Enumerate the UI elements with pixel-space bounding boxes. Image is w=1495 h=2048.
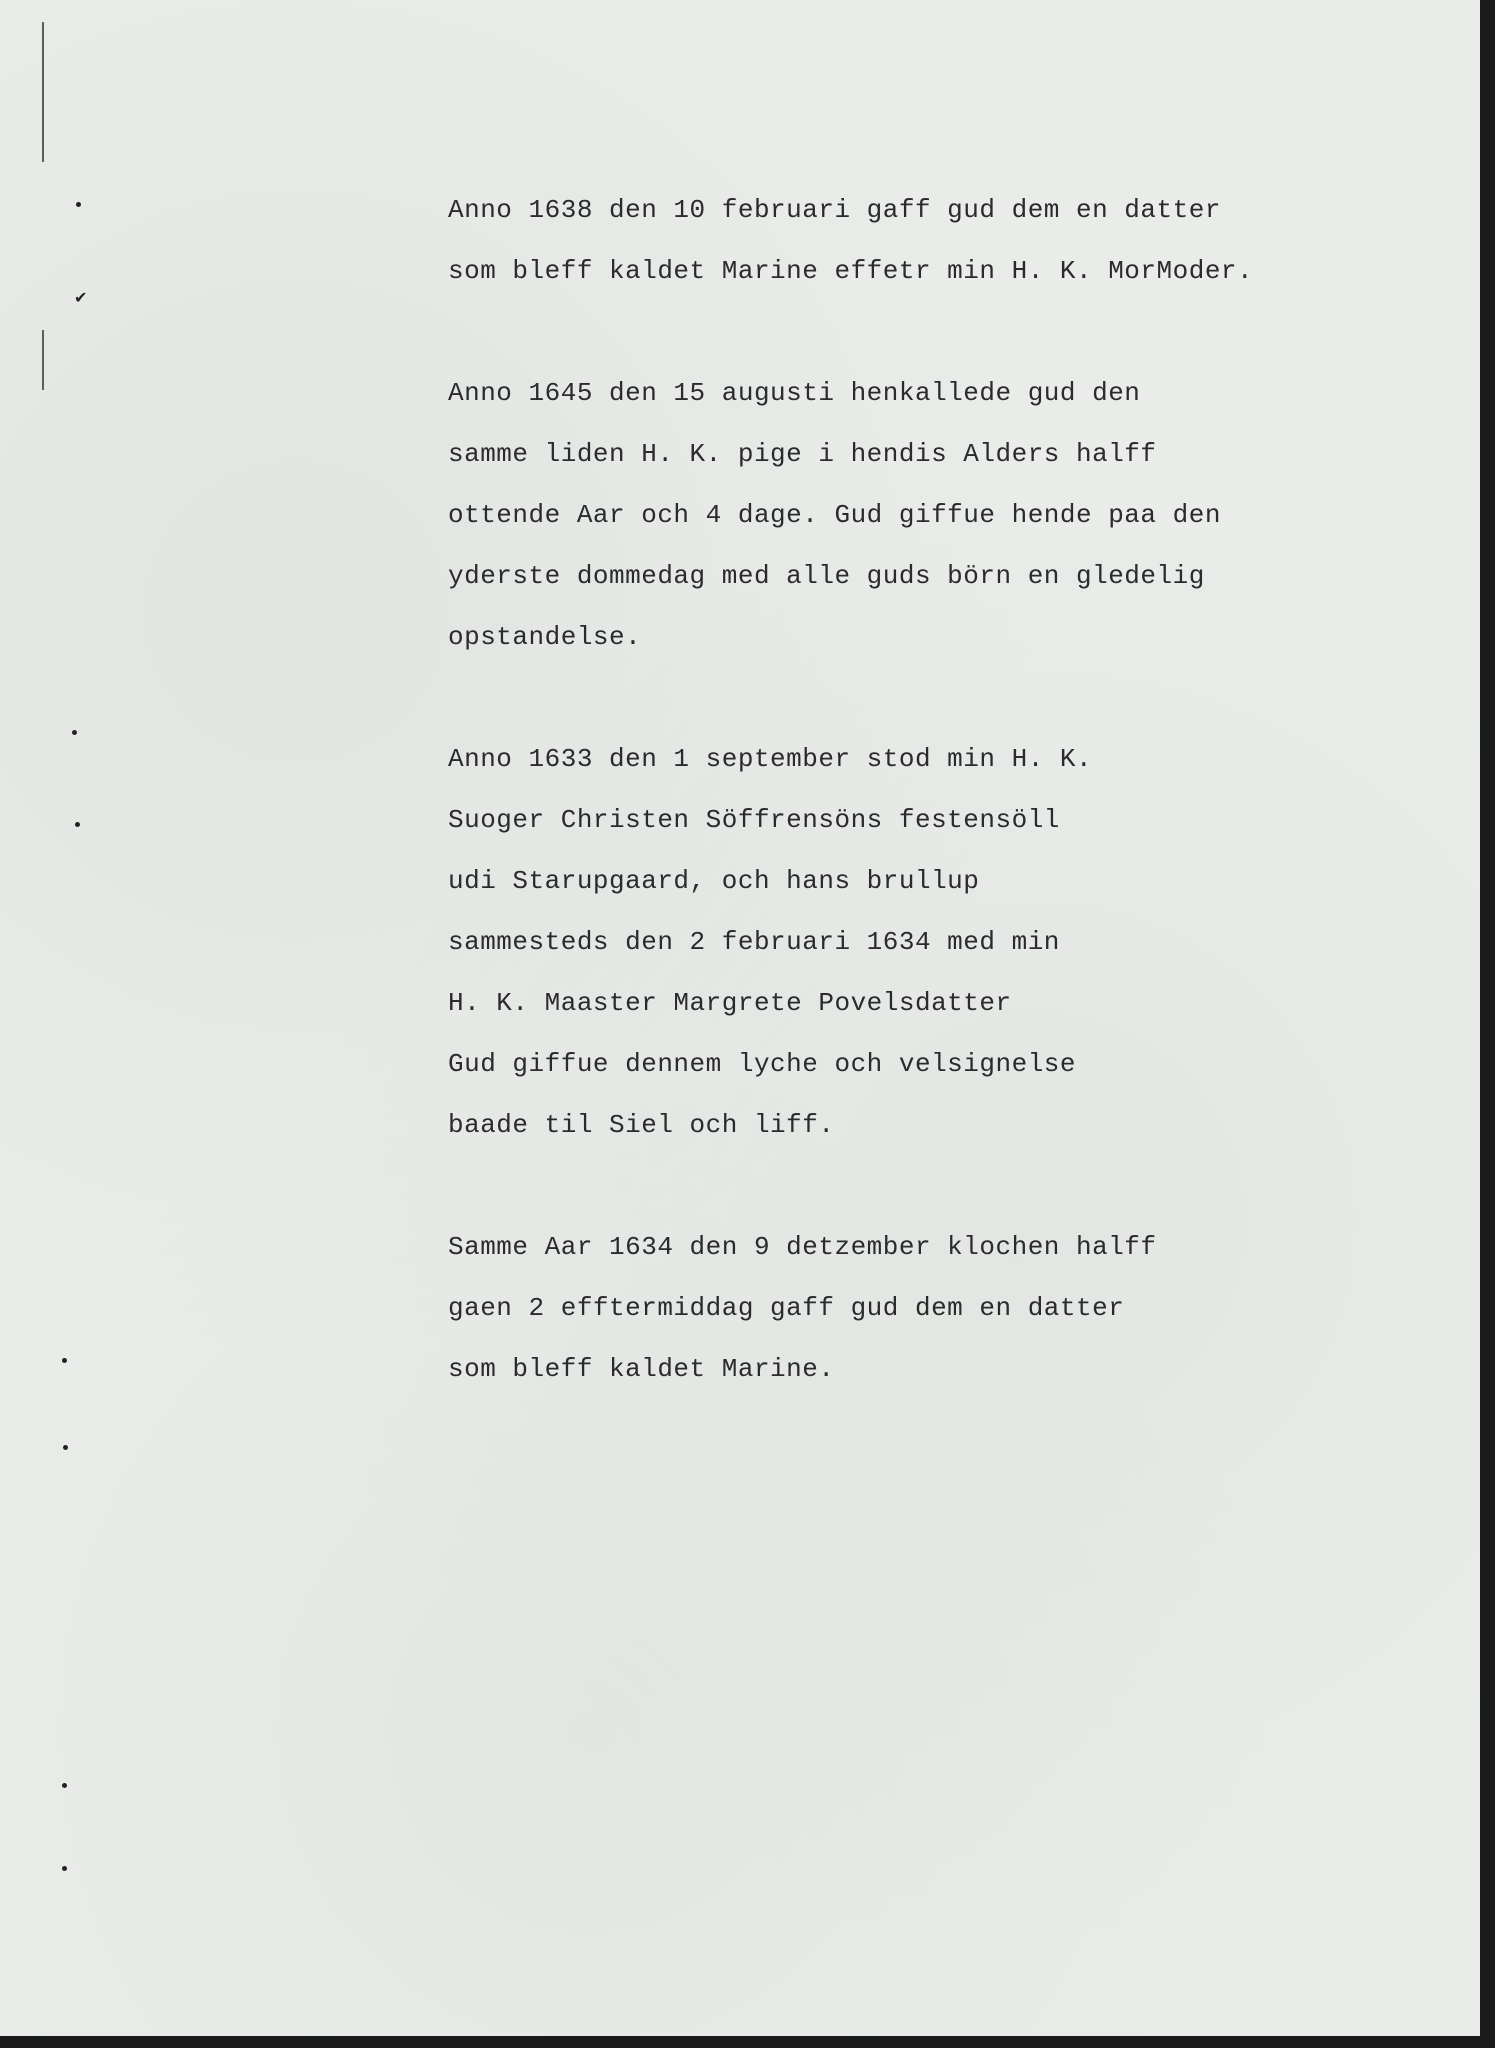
margin-dot [72,730,77,735]
text-line: samme liden H. K. pige i hendis Alders halff [448,439,1157,469]
text-line: baade til Siel och liff. [448,1110,835,1140]
text-line: som bleff kaldet Marine effetr min H. K. MorModer. [448,256,1254,286]
text-line: Gud giffue dennem lyche och velsignelse [448,1049,1076,1079]
margin-rule-middle [42,330,44,390]
text-line: H. K. Maaster Margrete Povelsdatter [448,988,1012,1018]
text-line: Anno 1638 den 10 februari gaff gud dem en datter [448,195,1221,225]
text-line: Anno 1633 den 1 september stod min H. K. [448,744,1093,774]
text-line: opstandelse. [448,622,642,652]
text-line: ottende Aar och 4 dage. Gud giffue hende paa den [448,500,1221,530]
text-line: som bleff kaldet Marine. [448,1354,835,1384]
text-line: sammesteds den 2 februari 1634 med min [448,927,1060,957]
margin-check-mark: ✔ [74,288,88,307]
paragraph-1633 [448,739,1248,1166]
text-line: Samme Aar 1634 den 9 detzember klochen halff [448,1232,1157,1262]
typed-text-body [448,190,1254,1471]
text-line: Suoger Christen Söffrensöns festensöll [448,805,1060,835]
paragraph-1645 [448,373,1248,678]
margin-dot [75,822,80,827]
margin-dot [62,1866,67,1871]
margin-dot [76,202,81,207]
paragraph-1638 [448,190,1254,312]
margin-rule-top [42,22,44,162]
text-line: yderste dommedag med alle guds börn en gledelig [448,561,1205,591]
paragraph-1634 [448,1227,1248,1410]
text-line: Anno 1645 den 15 augusti henkallede gud den [448,378,1141,408]
margin-dot [62,1358,67,1363]
margin-dot [63,1445,68,1450]
text-line: gaen 2 efftermiddag gaff gud dem en datter [448,1293,1125,1323]
text-line: udi Starupgaard, och hans brullup [448,866,980,896]
margin-dot [62,1783,67,1788]
